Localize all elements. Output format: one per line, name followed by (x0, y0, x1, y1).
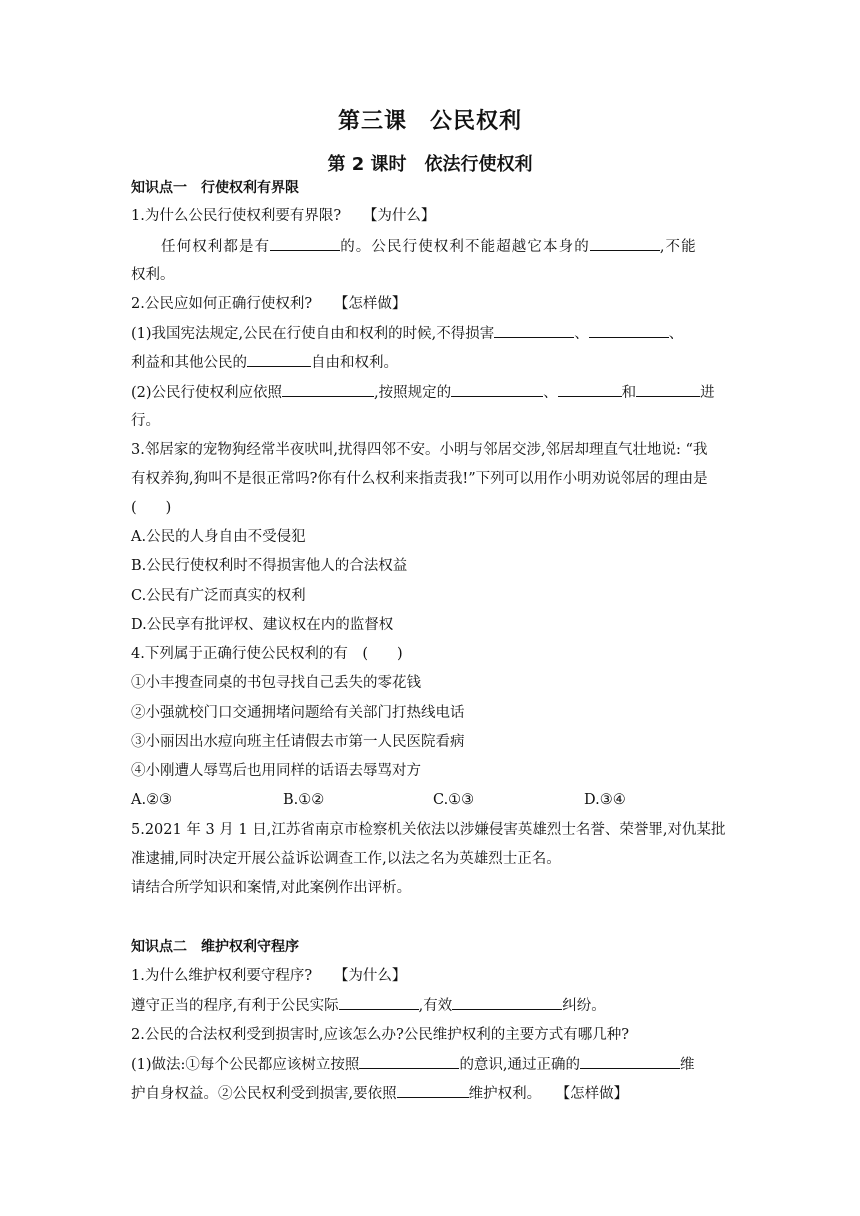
s1-q3-line-1: 3.邻居家的宠物狗经常半夜吠叫,扰得四邻不安。小明与邻居交涉,邻居却理直气壮地说: “我 (131, 442, 708, 458)
s1-q4: 4.下列属于正确行使公民权利的有 ( ) (131, 646, 403, 662)
lesson-title: 第三课 公民权利 (337, 109, 522, 134)
blank-field[interactable] (270, 236, 340, 251)
s1-q2-item-2-cont: 行。 (131, 413, 160, 429)
blank-field[interactable] (590, 236, 660, 251)
s2-q2-item-1-cont: 护自身权益。②公民权利受到损害,要依照 维护权利。 【怎样做】 (131, 1083, 731, 1104)
section-1-heading: 知识点一 行使权利有界限 (131, 180, 299, 196)
s1-q1: 1.为什么公民行使权利要有界限? 【为什么】 (131, 208, 436, 224)
s1-q4-statement-3: ③小丽因出水痘向班主任请假去市第一人民医院看病 (131, 734, 465, 750)
s1-q3-option-a: A.公民的人身自由不受侵犯 (131, 529, 306, 545)
lesson-subtitle: 第 2 课时 依法行使权利 (327, 154, 533, 175)
s1-q3-line-2: 有权养狗,狗叫不是很正常吗?你有什么权利来指责我!”下列可以用作小明劝说邻居的理由是 (131, 471, 708, 487)
s1-q2-item-1-cont: 利益和其他公民的 自由和权利。 (131, 352, 731, 373)
s1-q3-option-c: C.公民有广泛而真实的权利 (131, 588, 306, 604)
s2-q1: 1.为什么维护权利要守程序? 【为什么】 (131, 968, 407, 984)
s2-q2-item-1: (1)做法:①每个公民都应该树立按照 的意识,通过正确的 维 (131, 1054, 731, 1075)
blank-field[interactable] (339, 995, 419, 1010)
s1-q2-item-1: (1)我国宪法规定,公民在行使自由和权利的时候,不得损害 、 、 (131, 323, 731, 344)
s2-q1-answer-line: 遵守正当的程序,有利于公民实际 ,有效 纠纷。 (131, 995, 731, 1016)
s1-q1-answer-line-2: 权利。 (131, 267, 175, 283)
blank-field[interactable] (397, 1083, 469, 1098)
s1-q4-option-d: D.③④ (584, 792, 626, 808)
blank-field[interactable] (494, 323, 574, 338)
s1-q4-option-b: B.①② (283, 792, 325, 808)
blank-field[interactable] (451, 382, 543, 397)
section-2-heading: 知识点二 维护权利守程序 (131, 939, 299, 955)
blank-field[interactable] (452, 995, 562, 1010)
s1-q5-line-3: 请结合所学知识和案情,对此案例作出评析。 (131, 880, 412, 896)
s1-q3-option-d: D.公民享有批评权、建议权在内的监督权 (131, 617, 394, 633)
s1-q3-answer-bracket: ( ) (131, 500, 172, 516)
s1-q4-statement-1: ①小丰搜查同桌的书包寻找自己丢失的零花钱 (131, 675, 421, 691)
blank-field[interactable] (589, 323, 669, 338)
s2-q2: 2.公民的合法权利受到损害时,应该怎么办?公民维护权利的主要方式有哪几种? (131, 1027, 629, 1043)
blank-field[interactable] (359, 1054, 459, 1069)
s1-q4-statement-2: ②小强就校门口交通拥堵问题给有关部门打热线电话 (131, 705, 465, 721)
s1-q2: 2.公民应如何正确行使权利? 【怎样做】 (131, 296, 407, 312)
s1-q5-line-2: 准逮捕,同时决定开展公益诉讼调查工作,以法之名为英雄烈士正名。 (131, 851, 561, 867)
s1-q4-statement-4: ④小刚遭人辱骂后也用同样的话语去辱骂对方 (131, 763, 421, 779)
s1-q4-option-c: C.①③ (433, 792, 475, 808)
s1-q1-answer-line: 任何权利都是有 的。公民行使权利不能超越它本身的 ,不能 (161, 236, 731, 257)
blank-field[interactable] (636, 382, 700, 397)
blank-field[interactable] (247, 352, 311, 367)
s1-q2-item-2: (2)公民行使权利应依照 ,按照规定的 、 和 进 (131, 382, 731, 403)
s1-q5-line-1: 5.2021 年 3 月 1 日,江苏省南京市检察机关依法以涉嫌侵害英雄烈士名誉、荣誉罪,对仇某批 (131, 822, 726, 838)
blank-field[interactable] (282, 382, 374, 397)
blank-field[interactable] (558, 382, 622, 397)
blank-field[interactable] (580, 1054, 680, 1069)
s1-q4-option-a: A.②③ (131, 792, 173, 808)
s1-q3-option-b: B.公民行使权利时不得损害他人的合法权益 (131, 558, 408, 574)
